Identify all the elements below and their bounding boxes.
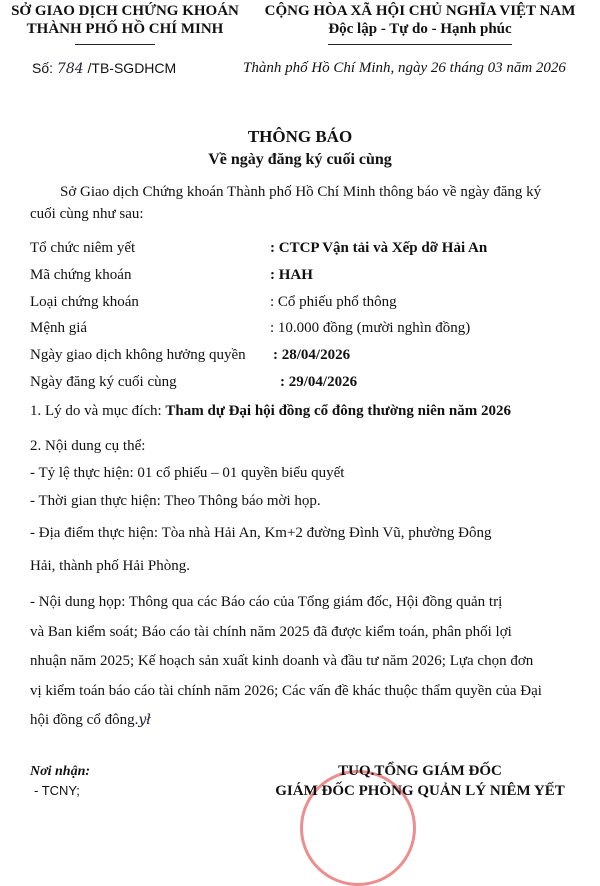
field-label: Ngày giao dịch không hưởng quyền xyxy=(30,347,246,363)
org-name-line1: SỞ GIAO DỊCH CHỨNG KHOÁN xyxy=(11,3,239,19)
field-value: : 29/04/2026 xyxy=(280,374,358,390)
bullet-content-line3: nhuận năm 2025; Kế hoạch sản xuất kinh doanh và đầu tư năm 2026; Lựa chọn đơn xyxy=(30,653,534,669)
document-number xyxy=(32,60,176,77)
item-1 xyxy=(30,403,511,420)
item-1-label: 1. Lý do và mục đích: xyxy=(30,403,166,419)
handwritten-number: 784 xyxy=(56,61,84,77)
field-label: Ngày đăng ký cuối cùng xyxy=(30,374,177,390)
field-value: : 10.000 đồng (mười nghìn đồng) xyxy=(270,320,471,336)
intro-line1: Sở Giao dịch Chứng khoán Thành phố Hồ Chí Minh thông báo về ngày đăng ký xyxy=(60,184,542,200)
place-date: Thành phố Hồ Chí Minh, ngày 26 tháng 03 năm 2026 xyxy=(243,60,566,76)
org-underline xyxy=(75,44,155,45)
nation-underline xyxy=(328,44,512,45)
field-label: Mệnh giá xyxy=(30,320,88,336)
org-name-line2: THÀNH PHỐ HỒ CHÍ MINH xyxy=(26,21,224,37)
number-prefix: Số: xyxy=(32,60,54,76)
item-2: 2. Nội dung cụ thể: xyxy=(30,438,146,454)
field-label: Tổ chức niêm yết xyxy=(30,240,136,256)
nation-title: CỘNG HÒA XÃ HỘI CHỦ NGHĨA VIỆT NAM xyxy=(264,3,576,19)
bullet-location-line2: Hải, thành phố Hải Phòng. xyxy=(30,558,190,574)
field-label: Mã chứng khoán xyxy=(30,267,132,283)
field-value: : CTCP Vận tải và Xếp dỡ Hải An xyxy=(270,240,488,256)
bullet-time: - Thời gian thực hiện: Theo Thông báo mời họp. xyxy=(30,493,321,509)
handwritten-initials: ył xyxy=(138,712,151,728)
signature-position: GIÁM ĐỐC PHÒNG QUẢN LÝ NIÊM YẾT xyxy=(275,783,565,799)
field-value: : 28/04/2026 xyxy=(273,347,351,363)
bullet-content-text: hội đồng cổ đông. xyxy=(30,712,139,728)
bullet-content-line4: vị kiểm toán báo cáo tài chính năm 2026; Các vấn đề khác thuộc thẩm quyền của Đại xyxy=(30,683,542,699)
bullet-content-line1: - Nội dung họp: Thông qua các Báo cáo của Tổng giám đốc, Hội đồng quản trị xyxy=(30,594,503,610)
document-title: THÔNG BÁO xyxy=(247,127,353,146)
field-value: : HAH xyxy=(270,267,313,283)
item-1-value: Tham dự Đại hội đồng cổ đông thường niên năm 2026 xyxy=(165,403,511,419)
bullet-location-line1: - Địa điểm thực hiện: Tòa nhà Hải An, Km+2 đường Đình Vũ, phường Đông xyxy=(30,525,492,541)
bullet-content-line2: và Ban kiểm soát; Báo cáo tài chính năm 2025 đã được kiểm toán, phân phối lợi xyxy=(30,624,512,640)
bullet-content-line5 xyxy=(30,712,151,729)
number-suffix: /TB-SGDHCM xyxy=(87,60,177,76)
nation-motto: Độc lập - Tự do - Hạnh phúc xyxy=(328,21,512,37)
document-subtitle: Về ngày đăng ký cuối cùng xyxy=(208,151,392,168)
recipients-label: Nơi nhận: xyxy=(30,764,91,779)
signature-title: TUQ.TỔNG GIÁM ĐỐC xyxy=(338,763,502,779)
bullet-ratio: - Tỷ lệ thực hiện: 01 cổ phiếu – 01 quyền biểu quyết xyxy=(30,465,345,481)
intro-line2: cuối cùng như sau: xyxy=(30,206,144,222)
recipient-item: - TCNY; xyxy=(34,783,80,798)
field-value: : Cổ phiếu phổ thông xyxy=(270,294,397,310)
field-label: Loại chứng khoán xyxy=(30,294,139,310)
